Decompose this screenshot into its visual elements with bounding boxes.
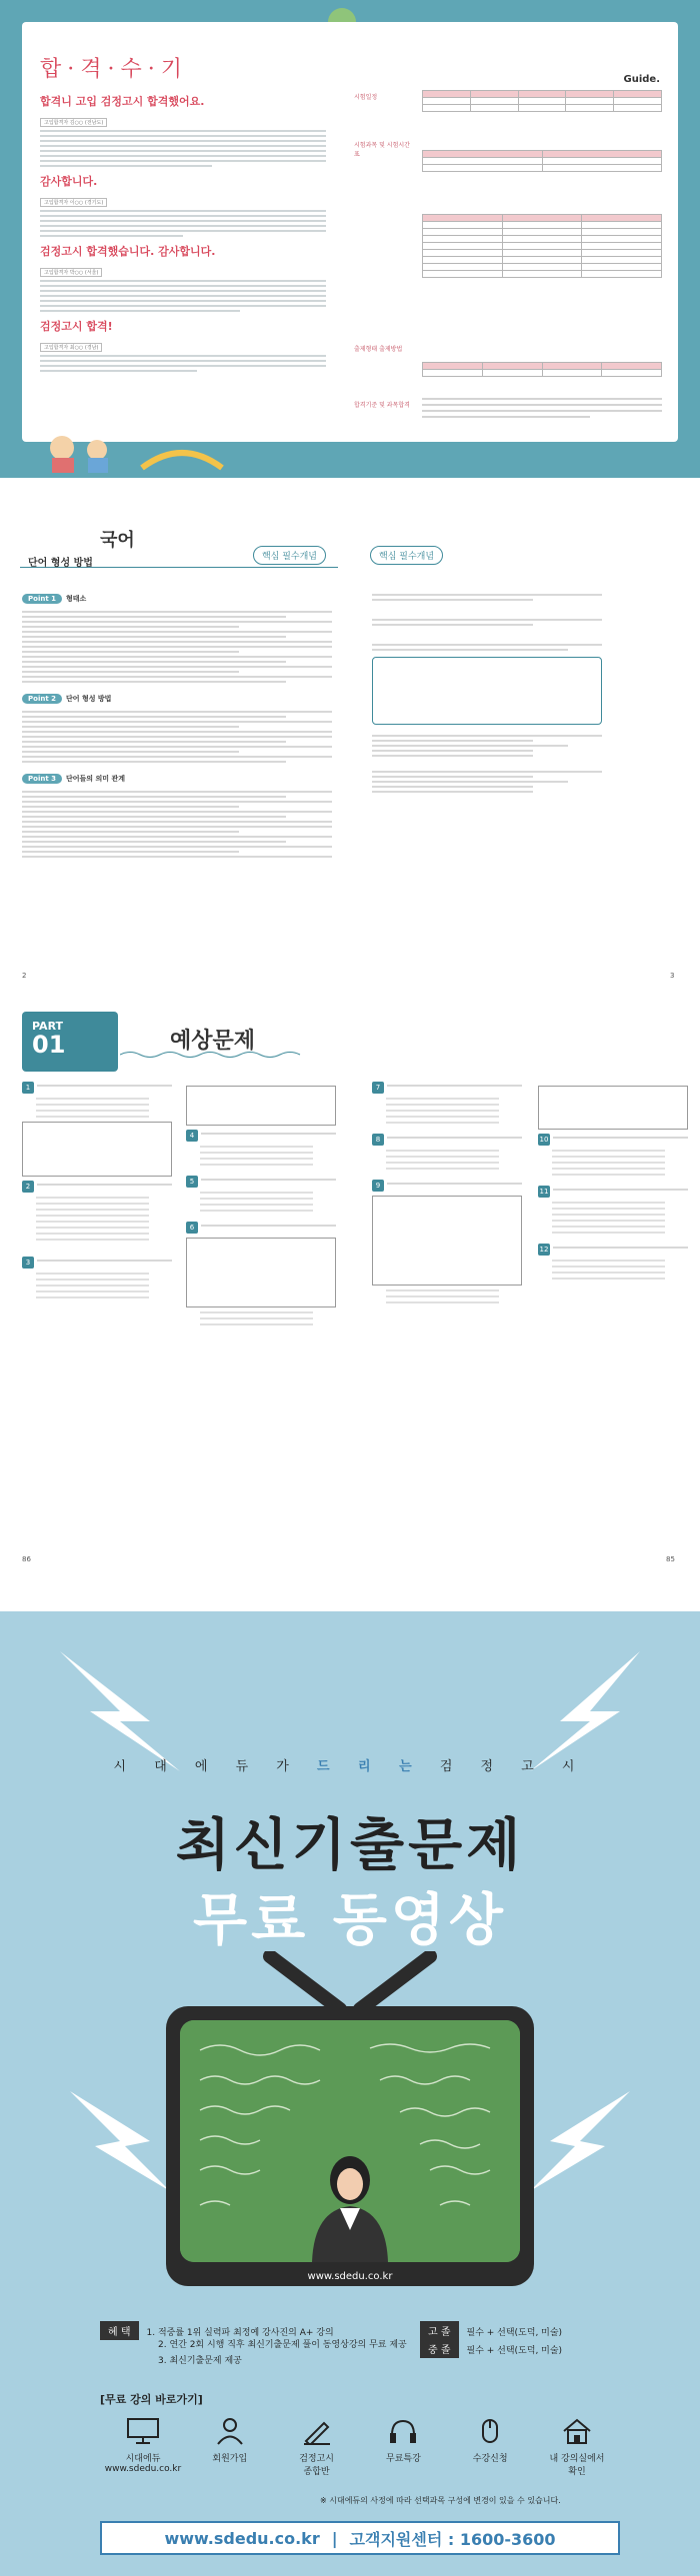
point-label: 단어들의 의미 관계	[65, 775, 125, 783]
unit-title: 단어 형성 방법	[28, 558, 93, 569]
page-number: 3	[670, 972, 675, 980]
entry-subtitle: 고입합격자 최○○ (경남)	[40, 343, 102, 352]
monitor-icon	[126, 2417, 160, 2445]
criteria-text	[422, 398, 662, 422]
left-column	[22, 586, 332, 861]
passing-stories-spread	[0, 0, 700, 478]
characters-illustration	[22, 418, 322, 473]
pencil-icon	[300, 2417, 334, 2445]
level-text: 필수 + 선택(도덕, 미술)	[466, 2328, 563, 2338]
entry-title: 검정고시 합격!	[40, 320, 113, 333]
schedule-table	[422, 90, 662, 112]
entry-title: 검정고시 합격했습니다. 감사합니다.	[40, 245, 216, 258]
body-text	[40, 355, 326, 372]
point-pill: Point 2	[22, 694, 62, 704]
question-number: 6	[186, 1222, 198, 1234]
footer-separator: |	[331, 2528, 338, 2548]
headset-icon	[386, 2417, 420, 2445]
answer-box	[186, 1238, 336, 1307]
entry-subtitle: 고입합격자 김○○ (전남도)	[40, 118, 107, 127]
question-number: 1	[22, 1082, 34, 1094]
body-text	[40, 280, 326, 312]
quick-link-sdedu[interactable]: 시대에듀 www.sdedu.co.kr	[100, 2417, 186, 2477]
format-table	[422, 362, 662, 377]
tv-frame	[166, 2006, 534, 2286]
point-label: 형태소	[65, 595, 87, 603]
footer-contact[interactable]	[100, 2521, 620, 2555]
tv-screen	[180, 2020, 520, 2262]
body-text	[40, 130, 326, 167]
pass-criteria-label: 합격기준 및 과목합격	[354, 402, 410, 409]
question-number: 7	[372, 1082, 384, 1094]
promo-poster	[0, 1611, 700, 2576]
tv-url: www.sdedu.co.kr	[307, 2271, 393, 2282]
promo-title-line1: 최신기출문제	[175, 1813, 525, 1878]
point-pill: Point 3	[22, 774, 62, 784]
entry-title: 감사합니다.	[40, 175, 98, 188]
question-column	[186, 1082, 336, 1329]
right-page	[340, 22, 678, 442]
answer-box	[372, 1196, 522, 1286]
question-number: 10	[539, 1136, 549, 1144]
question-number: 2	[22, 1181, 34, 1193]
section-title: 예상문제	[170, 1029, 256, 1054]
benefit-item: 1. 적중률 1위 실력파 최정예 강사진의 A+ 강의	[146, 2328, 334, 2338]
point-label: 단어 형성 방법	[65, 695, 112, 703]
footer-url[interactable]: www.sdedu.co.kr	[164, 2528, 320, 2548]
person-icon	[213, 2417, 247, 2445]
question-column	[22, 1082, 172, 1302]
entry-subtitle: 고입합격자 이○○ (경기도)	[40, 198, 107, 207]
answer-box	[22, 1122, 172, 1177]
quick-links-title: [무료 강의 바로가기]	[100, 2393, 203, 2406]
quick-link-my-classroom[interactable]: 내 강의실에서 확인	[534, 2417, 620, 2477]
benefit-item: 3. 최신기출문제 제공	[158, 2356, 242, 2366]
guide-label: Guide.	[623, 74, 660, 85]
right-column	[372, 586, 678, 796]
mouse-icon	[473, 2417, 507, 2445]
question-box	[372, 657, 602, 725]
subject-title: 국어	[100, 530, 135, 551]
answer-box	[186, 1086, 336, 1126]
question-number: 9	[372, 1180, 384, 1192]
korean-textbook-spread	[0, 520, 700, 990]
section-tag: 핵심 필수개념	[253, 546, 326, 565]
question-column	[372, 1082, 522, 1307]
promo-subheading: 시 대 에 듀 가 드 리 는 검 정 고 시	[113, 1759, 587, 1774]
notice-text: ※ 시대에듀의 사정에 따라 선택과목 구성에 변경이 있을 수 있습니다.	[320, 2496, 561, 2505]
question-number: 12	[539, 1246, 549, 1254]
decorative-wave	[120, 1050, 310, 1060]
question-number: 3	[22, 1257, 34, 1269]
timetable	[422, 214, 662, 278]
subjects-label: 시험과목 및 시험시간표	[354, 142, 410, 158]
quick-link-course[interactable]: 검정고시 종합반	[274, 2417, 360, 2477]
part-label: PART	[32, 1020, 64, 1033]
support-phone: 고객지원센터 : 1600-3600	[349, 2529, 556, 2549]
left-page	[22, 22, 340, 442]
page-number: 2	[22, 972, 27, 980]
question-number: 5	[186, 1176, 198, 1188]
section-tag: 핵심 필수개념	[370, 546, 443, 565]
entry-subtitle: 고입합격자 박○○ (서울)	[40, 268, 102, 277]
expected-questions-spread	[0, 1012, 700, 1571]
benefits-block	[100, 2321, 600, 2369]
page-number: 86	[22, 1555, 31, 1563]
tv-antenna	[230, 1951, 470, 2011]
quick-link-signup[interactable]: 회원가입	[187, 2417, 273, 2477]
home-icon	[560, 2417, 594, 2445]
page-title: 합·격·수·기	[40, 57, 188, 82]
quick-link-free-lecture[interactable]: 무료특강	[360, 2417, 446, 2477]
benefit-tag: 혜 택	[100, 2321, 139, 2340]
level-tag: 중 졸	[420, 2339, 459, 2358]
schedule-label: 시험일정	[354, 94, 378, 101]
level-text: 필수 + 선택(도덕, 미술)	[466, 2346, 563, 2356]
part-badge	[22, 1012, 118, 1072]
promo-title-line2: 무료 동영상	[193, 1888, 507, 1953]
quick-links	[100, 2391, 620, 2477]
answer-box	[538, 1086, 688, 1130]
question-column	[538, 1082, 688, 1284]
part-number: 01	[32, 1031, 66, 1059]
question-number: 4	[186, 1130, 198, 1142]
benefit-item: 2. 연간 2회 시행 직후 최신기출문제 풀이 동영상강의 무료 제공	[158, 2340, 407, 2350]
body-text	[40, 210, 326, 237]
level-tag: 고 졸	[420, 2321, 459, 2340]
point-pill: Point 1	[22, 594, 62, 604]
entry-title: 합격니 고입 검정고시 합격했어요.	[40, 95, 205, 108]
format-label: 출제형태 출제방법	[354, 346, 403, 353]
page-number: 85	[666, 1555, 675, 1563]
subjects-table	[422, 150, 662, 172]
quick-link-enroll[interactable]: 수강신청	[447, 2417, 533, 2477]
presenter-figure	[300, 2150, 400, 2262]
question-number: 8	[372, 1134, 384, 1146]
question-number: 11	[539, 1188, 549, 1196]
